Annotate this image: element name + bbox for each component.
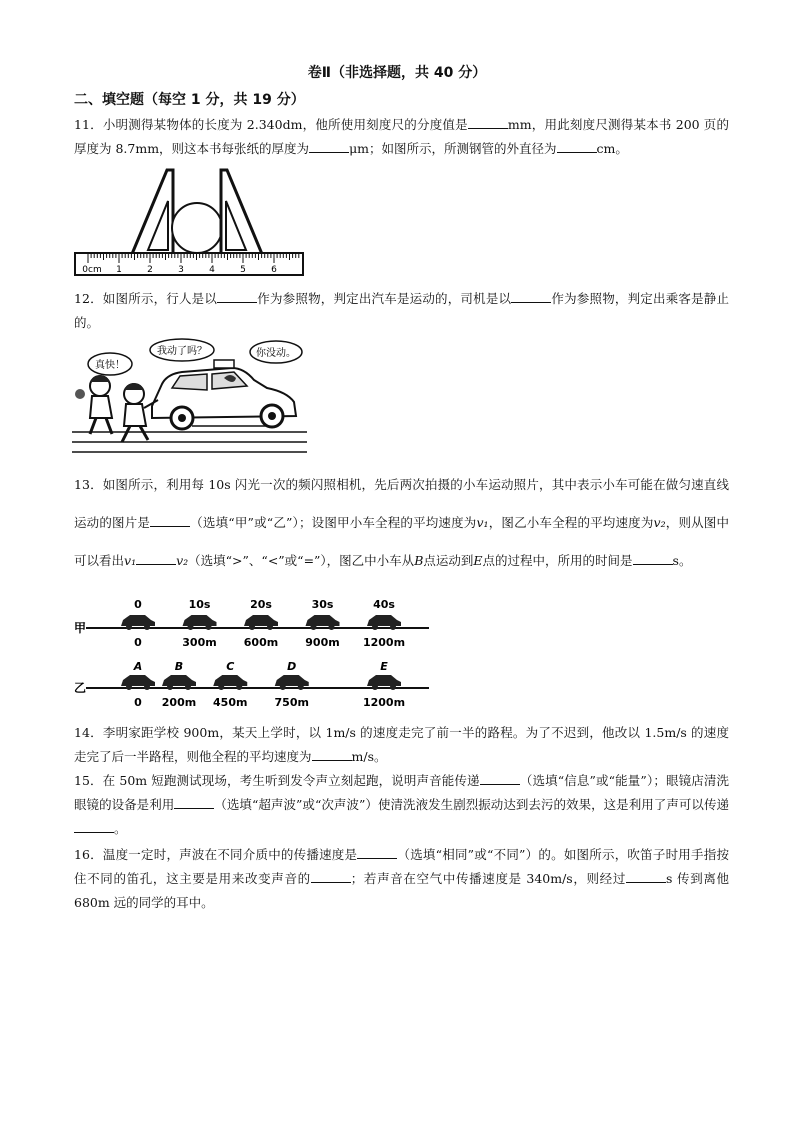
- yi-point-label: E: [380, 660, 388, 673]
- bubble-text: 我动了吗？: [157, 346, 207, 357]
- answer-blank[interactable]: [557, 139, 597, 153]
- jia-distance-label: 900m: [305, 636, 340, 649]
- jia-distance-label: 600m: [243, 636, 279, 649]
- section-heading: 二、填空题（每空 1 分，共 19 分）: [74, 92, 305, 108]
- ruler-label: 3: [178, 265, 184, 275]
- bubble-text: 你没动。: [256, 348, 296, 359]
- car: [152, 360, 296, 429]
- speech-bubble-2: [150, 339, 214, 361]
- answer-blank[interactable]: [311, 869, 351, 883]
- car-illustration: [72, 336, 312, 460]
- road-stripes: [72, 426, 307, 452]
- answer-blank[interactable]: [480, 771, 520, 785]
- jia-distance-label: 0: [134, 636, 142, 649]
- answer-blank[interactable]: [217, 289, 257, 303]
- yi-distance-label: 750m: [274, 696, 309, 709]
- jia-row: [121, 598, 405, 649]
- answer-blank[interactable]: [309, 139, 349, 153]
- ruler-figure: [72, 166, 307, 282]
- ruler-label: 1: [116, 265, 122, 275]
- ruler-svg: [72, 166, 307, 278]
- ruler-label: 4: [209, 265, 215, 275]
- question-11: 11．小明测得某物体的长度为 2.340dm，他所使用刻度尺的分度值是 mm，用此刻度尺测得某本书 200 页的厚度为 8.7mm，则这本书每张纸的厚度为 μm；如图所示，所测钢管的外直径为 cm。: [74, 117, 729, 156]
- jia-time-label: 0: [134, 598, 142, 611]
- scale-ruler: [75, 253, 303, 275]
- yi-label: 乙: [74, 681, 87, 695]
- answer-blank[interactable]: [468, 115, 508, 129]
- answer-blank[interactable]: [174, 795, 214, 809]
- bubble-text: 真快！: [95, 360, 125, 371]
- yi-point-label: D: [287, 660, 297, 673]
- ruler-label: 6: [271, 265, 277, 275]
- yi-point-label: B: [174, 660, 184, 673]
- strobe-photo-figure: [74, 598, 434, 714]
- steel-pipe: [172, 203, 222, 253]
- ruler-label: 0cm: [82, 265, 102, 275]
- jia-distance-label: 300m: [182, 636, 217, 649]
- yi-row: [121, 660, 405, 709]
- jia-time-label: 10s: [188, 598, 211, 611]
- question-12: 12．如图所示，行人是以 作为参照物，判定出汽车是运动的，司机是以 作为参照物，判定出乘客是静止的。: [74, 291, 729, 330]
- question-16: 16．温度一定时，声波在不同介质中的传播速度是 （选填“相同”或“不同”）的。如图所示，吹笛子时用手指按住不同的笛孔，这主要是用来改变声音的 ；若声音在空气中传播速度是 340m/s，则经过 s 传到离他 680m 远的同学的耳中。: [74, 847, 730, 910]
- answer-blank[interactable]: [74, 819, 114, 833]
- answer-blank[interactable]: [626, 869, 666, 883]
- jia-time-label: 30s: [311, 598, 334, 611]
- jia-distance-label: 1200m: [362, 636, 406, 649]
- answer-blank[interactable]: [136, 551, 176, 565]
- question-13: 13．如图所示，利用每 10s 闪光一次的频闪照相机，先后两次拍摄的小车运动照片，其中表示小车可能在做匀速直线运动的图片是 （选填“甲”或“乙”）；设图甲小车全程的平均速度为v₁，图乙小车全程的平均速度为v₂，则从图中可以看出v₁ v₂（选填“>”、“<”或“=”），图乙中小车从B点运动到E点的过程中，所用的时间是 s。: [74, 477, 729, 568]
- answer-blank[interactable]: [511, 289, 551, 303]
- answer-blank[interactable]: [312, 747, 352, 761]
- jia-label: 甲: [74, 621, 87, 635]
- ruler-label: 5: [240, 265, 246, 275]
- car-scene-svg: [72, 336, 312, 456]
- yi-point-label: C: [226, 660, 235, 673]
- jia-time-label: 40s: [373, 598, 395, 611]
- question-14: 14．李明家距学校 900m，某天上学时，以 1m/s 的速度走完了前一半的路程。为了不迟到，他改以 1.5m/s 的速度走完了后一半路程，则他全程的平均速度为 m/s。: [74, 725, 729, 764]
- question-15: 15．在 50m 短跑测试现场，考生听到发令声立刻起跑，说明声音能传递 （选填“信息”或“能量”）；眼镜店清洗眼镜的设备是利用 （选填“超声波”或“次声波”）使清洗液发生剧烈振动达到去污的效果，这是利用了声可以传递。: [74, 773, 729, 836]
- speech-bubble-3: [250, 341, 302, 363]
- yi-distance-label: 200m: [161, 696, 197, 709]
- jia-time-label: 20s: [250, 598, 272, 611]
- strobe-svg: [74, 598, 434, 710]
- answer-blank[interactable]: [150, 513, 190, 527]
- answer-blank[interactable]: [357, 845, 397, 859]
- yi-distance-label: 450m: [213, 696, 248, 709]
- paper-title: 卷Ⅱ（非选择题，共 40 分）: [307, 65, 487, 81]
- yi-distance-label: 0: [134, 696, 142, 709]
- answer-blank[interactable]: [633, 551, 673, 565]
- ruler-label: 2: [147, 265, 153, 275]
- speech-bubble-1: [88, 353, 132, 375]
- yi-point-label: A: [133, 660, 143, 673]
- yi-distance-label: 1200m: [362, 696, 406, 709]
